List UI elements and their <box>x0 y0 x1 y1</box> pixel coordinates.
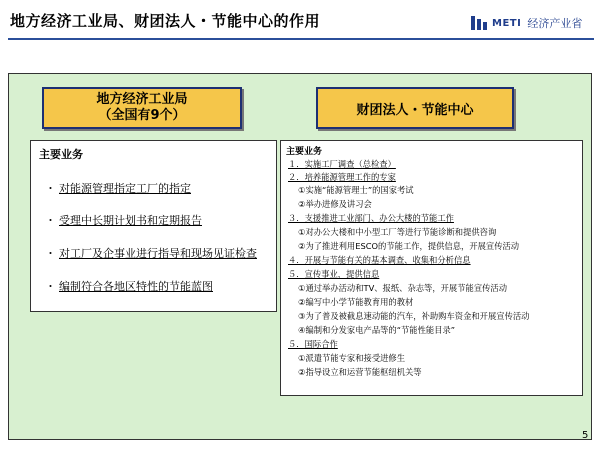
logo-brand: METI <box>492 17 522 29</box>
duty-heading: ４．开展与节能有关的基本调查、收集和分析信息 <box>288 255 471 265</box>
duty-heading: １．实施工厂调查（总检查） <box>288 159 396 169</box>
logo-name: 经济产业省 <box>527 17 583 30</box>
duty-subitem: ②举办进修及讲习会 <box>298 199 372 209</box>
duty-item: ・ 对能源管理指定工厂的指定 <box>45 182 191 195</box>
duty-subitem: ④编制和分发家电产品等的“节能性能目录” <box>298 325 456 335</box>
energy-center-header <box>316 87 514 129</box>
duty-item: ・ 对工厂及企事业进行指导和现场见证检查 <box>45 247 257 260</box>
title-divider <box>8 38 594 40</box>
regional-bureau-header <box>42 87 242 129</box>
ministry-logo <box>470 14 582 32</box>
energy-center-duties-box <box>280 140 583 396</box>
duty-subitem: ②指导设立和运营节能枢纽机关等 <box>298 367 422 377</box>
duty-subitem: ①对办公大楼和中小型工厂等进行节能诊断和提供咨询 <box>298 227 497 237</box>
page-title: 地方经济工业局、财团法人・节能中心的作用 <box>10 12 321 30</box>
energy-center-duties-title: 主要业务 <box>286 147 323 157</box>
energy-center-header-label: 财团法人・节能中心 <box>356 102 474 118</box>
duty-item: ・ 编制符合各地区特性的节能蓝图 <box>45 280 213 293</box>
duty-subitem: ②为了推进利用ESCO的节能工作，提供信息，开展宣传活动 <box>298 241 520 251</box>
meti-logo-icon <box>470 14 488 32</box>
regional-bureau-header-line2: （全国有9个） <box>98 108 186 123</box>
regional-bureau-header-line1: 地方经济工业局 <box>96 92 188 107</box>
duty-subitem: ③为了普及被截息速动能的汽车，补助购车资金和开展宣传活动 <box>298 311 530 321</box>
duty-subitem: ①实施“能源管理士”的国家考试 <box>298 185 414 195</box>
duty-subitem: ①派遣节能专家和接受进修生 <box>298 353 406 363</box>
page-number: 5 <box>582 430 589 441</box>
regional-bureau-duties-title: 主要业务 <box>39 148 83 161</box>
duty-item: ・ 受理中长期计划书和定期报告 <box>45 214 202 227</box>
duty-heading: ５．宣传事业，提供信息 <box>288 269 380 279</box>
duty-subitem: ②编写中小学节能教育用的教材 <box>298 297 414 307</box>
duty-subitem: ①通过举办活动和TV、报纸、杂志等，开展节能宣传活动 <box>298 283 508 293</box>
duty-heading: ２．培养能源管理工作的专家 <box>288 172 396 182</box>
duty-heading: ３．支援推进工业部门、办公大楼的节能工作 <box>288 213 454 223</box>
duty-heading: ５．国际合作 <box>288 339 338 349</box>
regional-bureau-duties-box <box>30 140 277 312</box>
